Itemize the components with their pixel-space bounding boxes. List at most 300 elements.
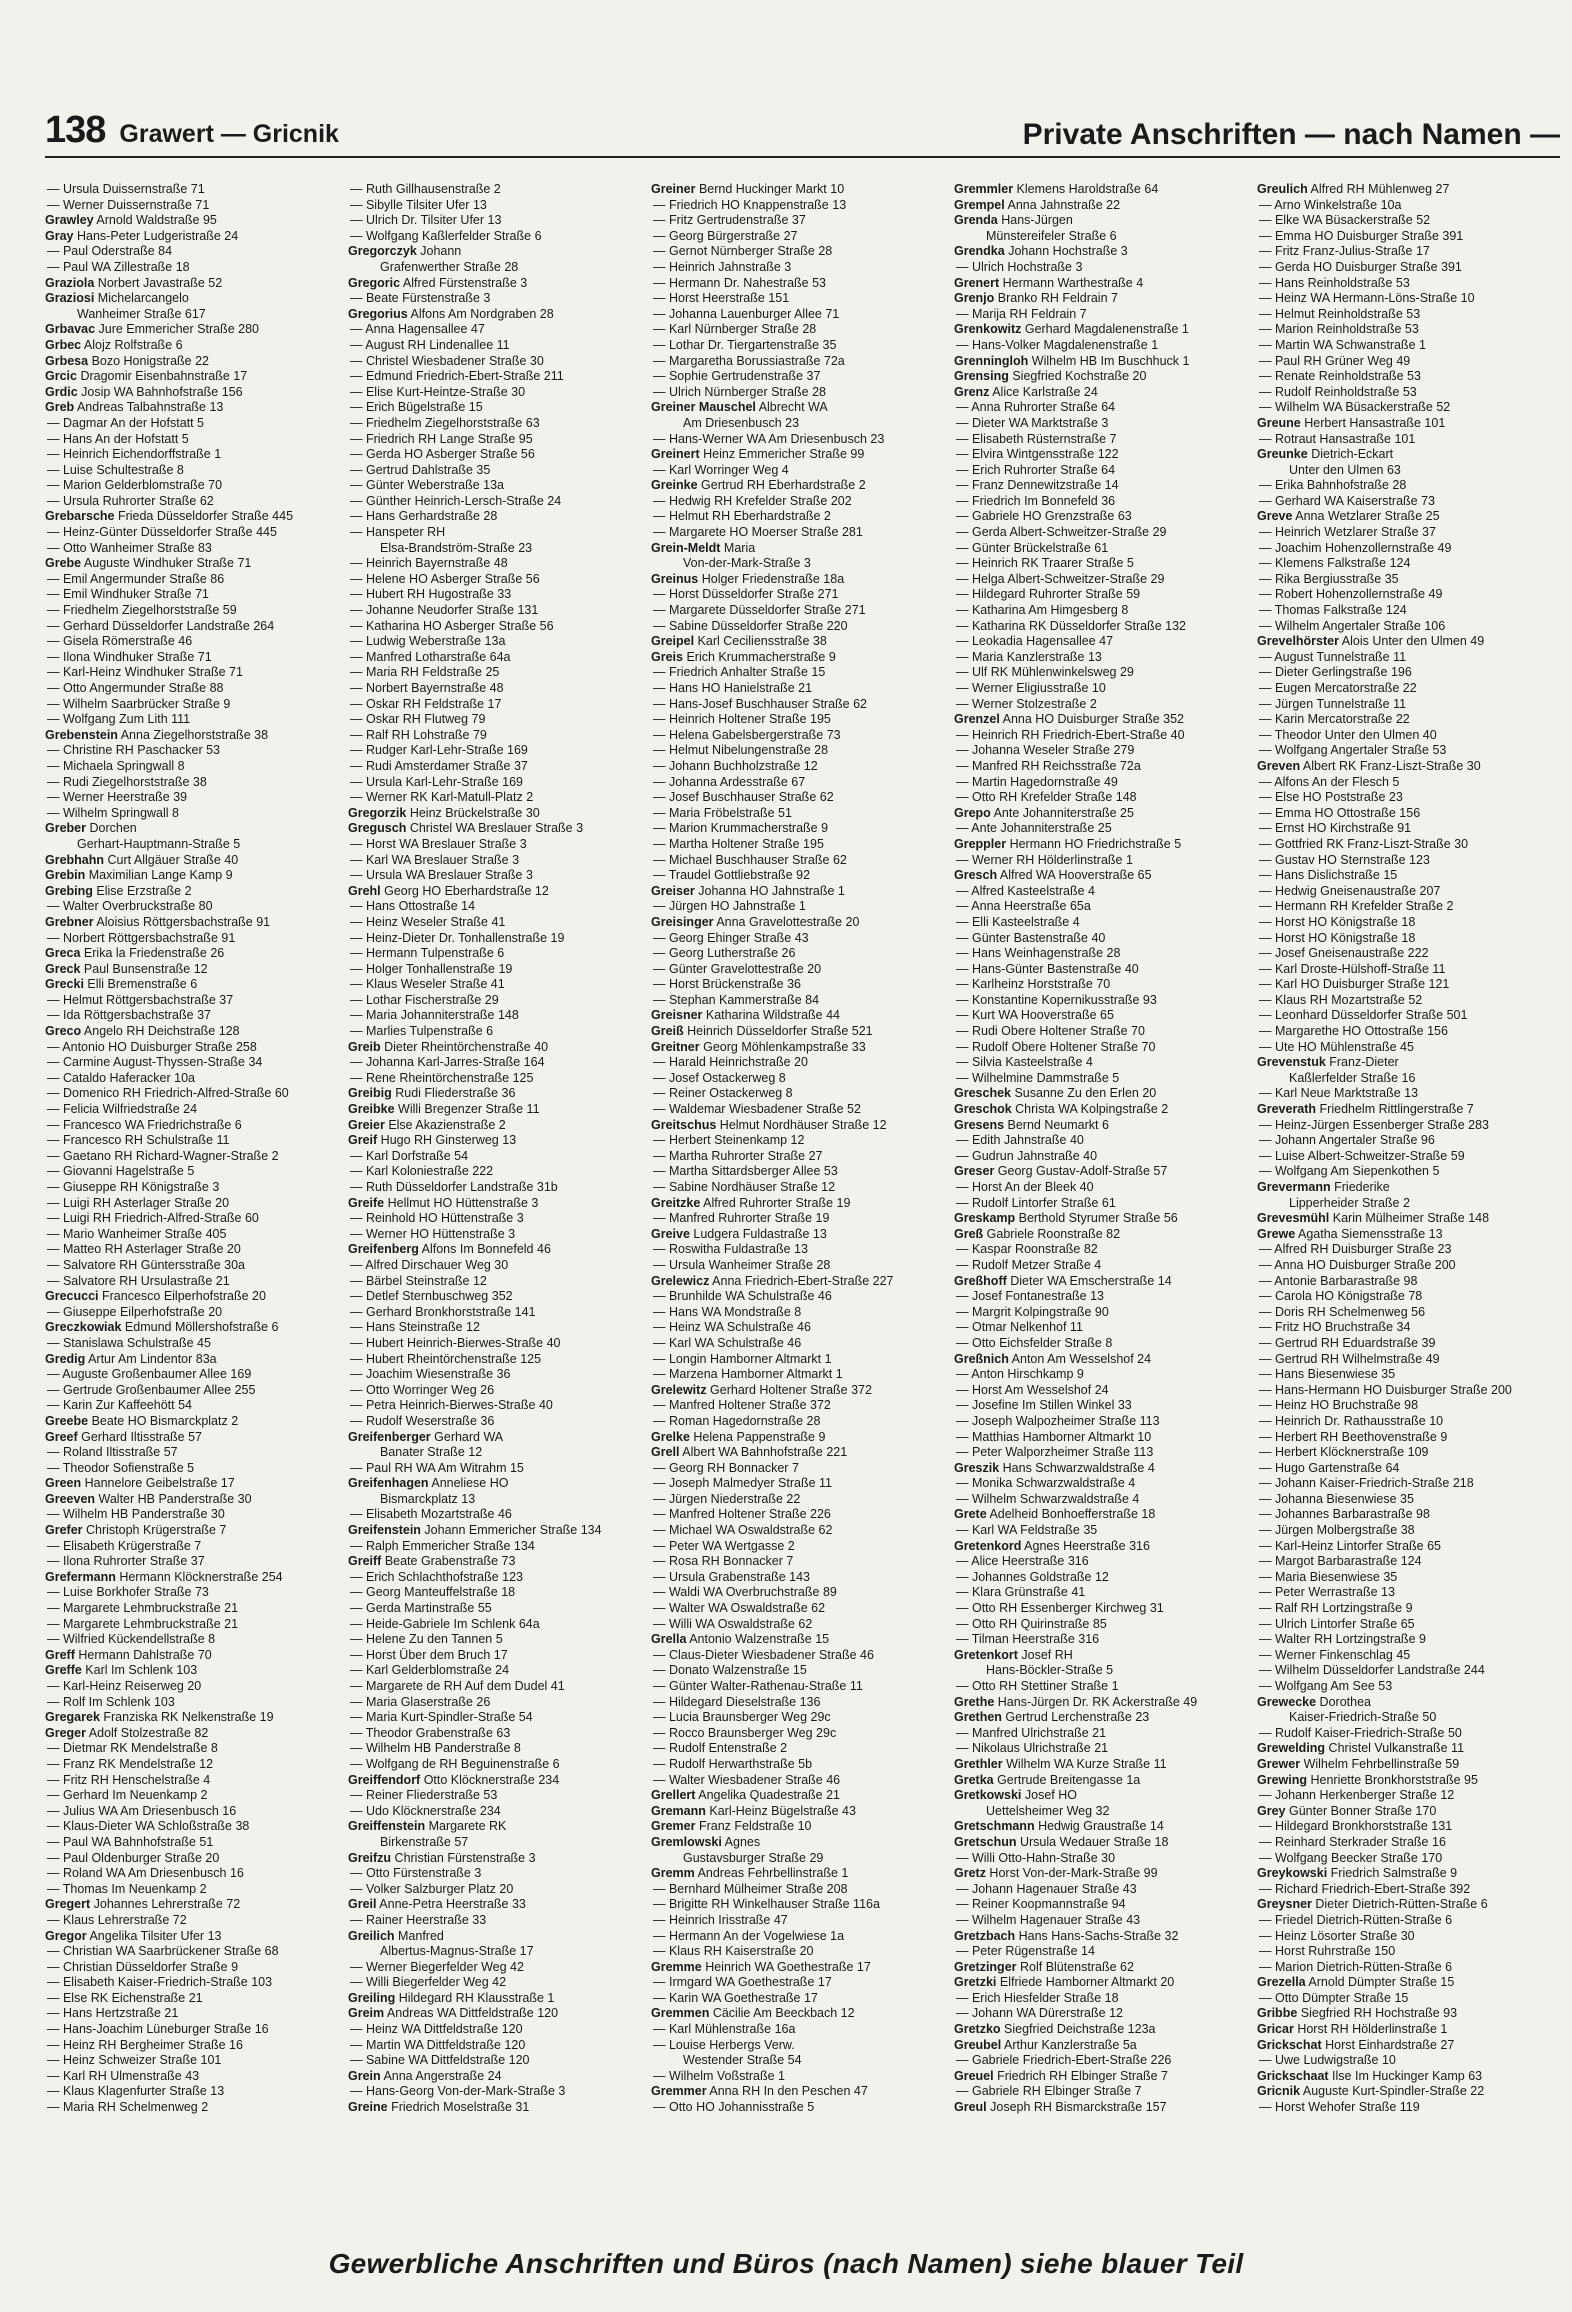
sub-entry: — Johann Buchholzstraße 12 xyxy=(653,758,818,773)
entry-address: Curt Allgäuer Straße 40 xyxy=(104,852,239,867)
sub-entry: — Ludwig Weberstraße 13a xyxy=(350,634,506,649)
entry-address: Francesco Eilperhofstraße 20 xyxy=(98,1289,266,1304)
sub-entry: — Heinz-Jürgen Essenberger Straße 283 xyxy=(1259,1117,1489,1132)
sub-entry: — Karl WA Schulstraße 46 xyxy=(653,1335,802,1350)
surname: Grensing xyxy=(954,369,1009,384)
sub-entry: — Petra Heinrich-Bierwes-Straße 40 xyxy=(350,1398,553,1413)
entry-address: Berthold Styrumer Straße 56 xyxy=(1015,1211,1178,1226)
surname-entry xyxy=(45,728,342,744)
surname: Greifenberger xyxy=(348,1429,431,1444)
sub-entry: — Margrit Kolpingstraße 90 xyxy=(956,1304,1109,1319)
surname-entry xyxy=(954,354,1251,370)
surname-entry xyxy=(954,868,1251,884)
sub-entry: — Johann WA Dürerstraße 12 xyxy=(956,2006,1123,2021)
sub-entry: — Gisela Römerstraße 46 xyxy=(47,634,193,649)
sub-entry: — Jürgen HO Jahnstraße 1 xyxy=(653,899,806,914)
entry-address: Albrecht WA xyxy=(755,400,828,415)
surname: Greinert xyxy=(651,447,700,462)
surname: Grella xyxy=(651,1632,687,1647)
entry-address: Alfred WA Hooverstraße 65 xyxy=(997,868,1152,883)
surname: Greil xyxy=(348,1897,377,1912)
sub-entry: — Georg Ehinger Straße 43 xyxy=(653,930,809,945)
surname-entry xyxy=(954,2069,1251,2085)
surname: Graziosi xyxy=(45,291,95,306)
surname-entry xyxy=(1257,1227,1554,1243)
sub-entry: — Margarete Lehmbruckstraße 21 xyxy=(47,1601,239,1616)
entry-address: Maximilian Lange Kamp 9 xyxy=(85,868,233,883)
sub-entry: — Ralf RH Lohstraße 79 xyxy=(350,727,487,742)
sub-entry: — Martin WA Dittfeldstraße 120 xyxy=(350,2037,526,2052)
sub-entry: — Horst An der Bleek 40 xyxy=(956,1180,1094,1194)
sub-entry: — Ursula Ruhrorter Straße 62 xyxy=(47,493,214,508)
sub-entry: — Rene Rheintörchenstraße 125 xyxy=(350,1070,534,1085)
surname: Greffe xyxy=(45,1663,82,1678)
sub-entry: — Wilhelm HB Panderstraße 30 xyxy=(47,1507,225,1522)
sub-entry: — Marion Krummacherstraße 9 xyxy=(653,821,829,836)
surname-entry xyxy=(45,1492,342,1508)
surname: Grethe xyxy=(954,1694,995,1709)
sub-entry: — Rudolf Reinholdstraße 53 xyxy=(1259,384,1417,399)
sub-entry: — Johanne Neudorfer Straße 131 xyxy=(350,603,539,618)
sub-entry: — Karl-Heinz Lintorfer Straße 65 xyxy=(1259,1538,1442,1553)
surname-entry xyxy=(45,1663,342,1679)
sub-entry: — Gabriele RH Elbinger Straße 7 xyxy=(956,2084,1142,2099)
surname-entry xyxy=(45,1352,342,1368)
surname-entry xyxy=(651,650,948,666)
surname: Greier xyxy=(348,1117,385,1132)
entry-address: Franziska RK Nelkenstraße 19 xyxy=(99,1710,274,1725)
entry-address: Auguste Windhuker Straße 71 xyxy=(81,556,252,571)
entry-address: Dorothea xyxy=(1316,1694,1371,1709)
sub-entry: — Karl RH Ulmenstraße 43 xyxy=(47,2068,200,2083)
sub-entry: — Elisabeth Mozartstraße 46 xyxy=(350,1507,512,1522)
sub-entry: — Christine RH Paschacker 53 xyxy=(47,743,220,758)
sub-entry: — Heinz Weseler Straße 41 xyxy=(350,914,506,929)
sub-entry: — Heinz-Dieter Dr. Tonhallenstraße 19 xyxy=(350,930,565,945)
surname: Gretz xyxy=(954,1866,986,1881)
surname: Greve xyxy=(1257,509,1293,524)
sub-entry: — Elke WA Büsackerstraße 52 xyxy=(1259,213,1431,228)
surname: Greul xyxy=(954,2100,987,2115)
surname: Greßhoff xyxy=(954,1273,1007,1288)
entry-address: Christel WA Breslauer Straße 3 xyxy=(406,821,584,836)
surname: Grenda xyxy=(954,213,998,228)
sub-entry: — Ute HO Mühlenstraße 45 xyxy=(1259,1039,1414,1054)
surname: Grcic xyxy=(45,369,77,384)
surname-entry xyxy=(1257,1804,1554,1820)
name-range: Grawert — Gricnik xyxy=(119,120,339,148)
column-3 xyxy=(651,182,954,2172)
sub-entry: — Horst Düsseldorfer Straße 271 xyxy=(653,587,839,602)
sub-entry: — Waldi WA Overbruchstraße 89 xyxy=(653,1585,837,1600)
sub-entry: — Heinrich Eichendorffstraße 1 xyxy=(47,447,222,462)
sub-entry: — Gernot Nürnberger Straße 28 xyxy=(653,244,833,259)
sub-entry: — Gaetano RH Richard-Wagner-Straße 2 xyxy=(47,1148,279,1163)
entry-address: Johannes Lehrerstraße 72 xyxy=(90,1897,241,1912)
sub-entry: — Wilhelm Düsseldorfer Landstraße 244 xyxy=(1259,1663,1485,1678)
surname: Greger xyxy=(45,1725,86,1740)
sub-entry: — Ruth Düsseldorfer Landstraße 31b xyxy=(350,1180,558,1194)
surname: Gretzko xyxy=(954,2022,1001,2037)
sub-entry: — Horst Brückenstraße 36 xyxy=(653,977,801,992)
entry-address: Willi Bregenzer Straße 11 xyxy=(394,1102,540,1117)
surname: Grelke xyxy=(651,1429,690,1444)
section-title: Private Anschriften — nach Namen — xyxy=(1022,118,1560,151)
sub-entry: — Wilhelm WA Büsackerstraße 52 xyxy=(1259,400,1451,415)
sub-entry: — Ursula Grabenstraße 143 xyxy=(653,1569,811,1584)
sub-entry: — Helmut Röttgersbachstraße 37 xyxy=(47,992,234,1007)
sub-entry: — Johannes Barbarastraße 98 xyxy=(1259,1507,1430,1522)
entry-address: Karl-Heinz Bügelstraße 43 xyxy=(705,1803,856,1818)
sub-entry: — Monika Schwarzwaldstraße 4 xyxy=(956,1476,1136,1491)
sub-entry: — Klaus RH Kaiserstraße 20 xyxy=(653,1944,814,1959)
sub-entry: — Gerhard WA Kaiserstraße 73 xyxy=(1259,493,1435,508)
sub-entry: — Emma HO Ottostraße 156 xyxy=(1259,805,1421,820)
sub-entry: — Georg Bürgerstraße 27 xyxy=(653,228,798,243)
entry-address: Alois Unter den Ulmen 49 xyxy=(1338,634,1485,649)
entry-address: Jure Emmericher Straße 280 xyxy=(95,322,259,337)
sub-entry: — Friedrich Im Bonnefeld 36 xyxy=(956,493,1116,508)
sub-entry: — Bärbel Steinstraße 12 xyxy=(350,1273,487,1288)
sub-entry: — Theodor Unter den Ulmen 40 xyxy=(1259,727,1437,742)
sub-entry: — Emil Angermunder Straße 86 xyxy=(47,571,225,586)
surname-entry xyxy=(1257,1695,1554,1711)
directory-columns xyxy=(45,182,1560,2172)
sub-entry: — Klaus Lehrerstraße 72 xyxy=(47,1912,187,1927)
surname-entry xyxy=(348,1196,645,1212)
sub-entry: — Maria Kurt-Spindler-Straße 54 xyxy=(350,1710,533,1725)
sub-entry: — Elisabeth Krügerstraße 7 xyxy=(47,1538,202,1553)
sub-entry: — Josefine Im Stillen Winkel 33 xyxy=(956,1398,1132,1413)
surname-entry xyxy=(45,291,342,307)
entry-address: Frieda Düsseldorfer Straße 445 xyxy=(114,509,294,524)
column-2 xyxy=(348,182,651,2172)
surname: Gregarek xyxy=(45,1710,100,1725)
sub-entry: — Klaus RH Mozartstraße 52 xyxy=(1259,992,1423,1007)
sub-entry: — Karl Worringer Weg 4 xyxy=(653,462,789,477)
sub-entry: — Heinz HO Bruchstraße 98 xyxy=(1259,1398,1419,1413)
sub-entry: — Antonio HO Duisburger Straße 258 xyxy=(47,1039,257,1054)
sub-entry: — Margarethe HO Ottostraße 156 xyxy=(1259,1024,1448,1039)
entry-address: Friederike xyxy=(1330,1180,1390,1194)
surname-entry xyxy=(651,1632,948,1648)
sub-entry: — Domenico RH Friedrich-Alfred-Straße 60 xyxy=(47,1086,289,1101)
surname: Green xyxy=(45,1476,82,1491)
surname-entry xyxy=(45,853,342,869)
sub-entry: — Horst Am Wesselshof 24 xyxy=(956,1382,1109,1397)
surname-entry xyxy=(954,1835,1251,1851)
entry-address: Johann xyxy=(416,244,462,259)
sub-entry: — Alfred Dirschauer Weg 30 xyxy=(350,1257,509,1272)
entry-address: Dieter Dietrich-Rütten-Straße 6 xyxy=(1311,1897,1488,1912)
sub-entry: — Ruth Gillhausenstraße 2 xyxy=(350,182,501,196)
entry-address: Adolf Stolzestraße 82 xyxy=(86,1725,209,1740)
sub-entry: — Georg Lutherstraße 26 xyxy=(653,946,796,961)
sub-entry: — Hans Ottostraße 14 xyxy=(350,899,476,914)
surname-entry xyxy=(651,1118,948,1134)
sub-entry: — Margarete Düsseldorfer Straße 271 xyxy=(653,603,866,618)
sub-entry: — Heinz Schweizer Straße 101 xyxy=(47,2053,222,2068)
sub-entry: — Wolfgang de RH Beguinenstraße 6 xyxy=(350,1756,560,1771)
entry-address: Agatha Siemensstraße 13 xyxy=(1295,1226,1443,1241)
surname: Greinus xyxy=(651,571,699,586)
surname-entry xyxy=(45,556,342,572)
surname-entry xyxy=(348,1430,645,1446)
surname-entry xyxy=(1257,1773,1554,1789)
sub-entry: — Günter Gravelottestraße 20 xyxy=(653,961,822,976)
sub-entry: — Ursula Duissernstraße 71 xyxy=(47,182,205,196)
sub-entry: — Otto Angermunder Straße 88 xyxy=(47,681,224,695)
surname-entry xyxy=(1257,447,1554,463)
sub-entry: — August RH Lindenallee 11 xyxy=(350,337,510,352)
page-header xyxy=(45,108,1560,158)
sub-entry: — Matteo RH Asterlager Straße 20 xyxy=(47,1242,241,1257)
sub-entry: — Luise Borkhofer Straße 73 xyxy=(47,1585,209,1600)
sub-entry: — Martin WA Schwanstraße 1 xyxy=(1259,337,1426,352)
entry-address: Adelheid Bonhoefferstraße 18 xyxy=(986,1507,1156,1522)
continuation-line: Banater Straße 12 xyxy=(380,1445,483,1460)
surname: Greisinger xyxy=(651,914,714,929)
entry-address: Karin Mülheimer Straße 148 xyxy=(1329,1211,1490,1226)
surname: Grefermann xyxy=(45,1569,116,1584)
sub-entry: — Nikolaus Ulrichstraße 21 xyxy=(956,1741,1109,1756)
sub-entry: — Ulrich Dr. Tilsiter Ufer 13 xyxy=(350,213,502,228)
sub-entry: — Salvatore RH Ursulastraße 21 xyxy=(47,1273,230,1288)
surname: Gremer xyxy=(651,1819,696,1834)
sub-entry: — Horst Wehofer Straße 119 xyxy=(1259,2100,1420,2115)
continuation-line: Von-der-Mark-Straße 3 xyxy=(683,556,811,571)
sub-entry: — Francesco WA Friedrichstraße 6 xyxy=(47,1117,242,1132)
column-4 xyxy=(954,182,1257,2172)
surname: Grefer xyxy=(45,1523,83,1538)
surname-entry xyxy=(651,1819,948,1835)
sub-entry: — Stephan Kammerstraße 84 xyxy=(653,992,820,1007)
sub-entry: — Luigi RH Asterlager Straße 20 xyxy=(47,1195,230,1210)
sub-entry: — Karl Droste-Hülshoff-Straße 11 xyxy=(1259,961,1446,976)
sub-entry: — Hans-Georg Von-der-Mark-Straße 3 xyxy=(350,2084,566,2099)
entry-address: Anna Gravelottestraße 20 xyxy=(713,914,860,929)
surname: Grickschaat xyxy=(1257,2068,1329,2083)
entry-address: Johann Hochstraße 3 xyxy=(1004,244,1128,259)
entry-address: Rudi Fliederstraße 36 xyxy=(391,1086,516,1101)
entry-address: Siegfried Kochstraße 20 xyxy=(1008,369,1147,384)
surname-entry xyxy=(45,1648,342,1664)
surname: Greisner xyxy=(651,1008,703,1023)
surname: Gresch xyxy=(954,868,998,883)
sub-entry: — Cataldo Haferacker 10a xyxy=(47,1070,195,1085)
surname: Greiffenstein xyxy=(348,1819,426,1834)
entry-address: Franz Feldstraße 10 xyxy=(695,1819,812,1834)
sub-entry: — Johanna Karl-Jarres-Straße 164 xyxy=(350,1055,545,1070)
sub-entry: — Horst Über dem Bruch 17 xyxy=(350,1647,508,1662)
sub-entry: — Reinhold HO Hüttenstraße 3 xyxy=(350,1211,524,1226)
entry-address: Anna Ziegelhorststraße 38 xyxy=(117,727,269,742)
sub-entry: — Sophie Gertrudenstraße 37 xyxy=(653,369,821,384)
surname-entry xyxy=(348,1851,645,1867)
sub-entry: — Reiner Koopmannstraße 94 xyxy=(956,1897,1126,1912)
surname: Grenert xyxy=(954,275,1000,290)
sub-entry: — Sabine WA Dittfeldstraße 120 xyxy=(350,2053,530,2068)
sub-entry: — Otto RH Quirinstraße 85 xyxy=(956,1616,1107,1631)
sub-entry: — Fritz Franz-Julius-Straße 17 xyxy=(1259,244,1430,259)
sub-entry: — Karl Dorfstraße 54 xyxy=(350,1148,469,1163)
surname-entry xyxy=(651,1960,948,1976)
surname-entry xyxy=(1257,1741,1554,1757)
entry-address: Hans-Jürgen Dr. RK Ackerstraße 49 xyxy=(994,1694,1198,1709)
continuation-line: Kaiser-Friedrich-Straße 50 xyxy=(1289,1710,1437,1725)
surname: Greß xyxy=(954,1226,984,1241)
surname-entry xyxy=(45,1710,342,1726)
sub-entry: — Hans-Josef Buschhauser Straße 62 xyxy=(653,696,867,711)
entry-address: Hildegard RH Klausstraße 1 xyxy=(395,1990,555,2005)
sub-entry: — Georg Manteuffelstraße 18 xyxy=(350,1585,516,1600)
surname-entry xyxy=(651,1445,948,1461)
surname-entry xyxy=(45,868,342,884)
sub-entry: — Roland WA Am Driesenbusch 16 xyxy=(47,1866,244,1881)
entry-address: Else Akazienstraße 2 xyxy=(384,1117,506,1132)
surname: Gresens xyxy=(954,1117,1005,1132)
sub-entry: — Margarete HO Moerser Straße 281 xyxy=(653,525,863,540)
surname: Greiner Mauschel xyxy=(651,400,756,415)
surname-entry xyxy=(954,1227,1251,1243)
entry-address: Erika la Friedenstraße 26 xyxy=(80,946,225,961)
surname-entry xyxy=(954,1539,1251,1555)
sub-entry: — Johanna Biesenwiese 35 xyxy=(1259,1491,1414,1506)
sub-entry: — Johann Kaiser-Friedrich-Straße 218 xyxy=(1259,1476,1474,1491)
surname-entry xyxy=(348,1476,645,1492)
sub-entry: — Alice Heerstraße 316 xyxy=(956,1554,1089,1569)
sub-entry: — Donato Walzenstraße 15 xyxy=(653,1663,807,1678)
entry-address: Andreas WA Dittfeldstraße 120 xyxy=(384,2006,559,2021)
surname-entry xyxy=(651,572,948,588)
entry-address: Aloisius Röttgersbachstraße 91 xyxy=(93,914,271,929)
surname-entry xyxy=(954,244,1251,260)
sub-entry: — Hanspeter RH xyxy=(350,525,446,540)
sub-entry: — Klara Grünstraße 41 xyxy=(956,1585,1086,1600)
surname: Grebner xyxy=(45,914,94,929)
sub-entry: — Jürgen Tunnelstraße 11 xyxy=(1259,696,1407,711)
surname-entry xyxy=(651,884,948,900)
entry-address: Anne-Petra Heerstraße 33 xyxy=(376,1897,526,1912)
sub-entry: — Willi WA Oswaldstraße 62 xyxy=(653,1616,813,1631)
surname-entry xyxy=(954,712,1251,728)
sub-entry: — Lothar Fischerstraße 29 xyxy=(350,992,499,1007)
surname: Grell xyxy=(651,1445,680,1460)
surname: Greis xyxy=(651,649,683,664)
surname: Greim xyxy=(348,2006,385,2021)
sub-entry: — Karin WA Goethestraße 17 xyxy=(653,1990,818,2005)
sub-entry: — Ursula Karl-Lehr-Straße 169 xyxy=(350,774,523,789)
entry-address: Katharina Wildstraße 44 xyxy=(702,1008,840,1023)
sub-entry: — Lothar Dr. Tiergartenstraße 35 xyxy=(653,337,837,352)
sub-entry: — Rolf Im Schlenk 103 xyxy=(47,1694,175,1709)
sub-entry: — Friedrich HO Knappenstraße 13 xyxy=(653,197,847,212)
sub-entry: — Hans-Hermann HO Duisburger Straße 200 xyxy=(1259,1382,1512,1397)
surname-entry xyxy=(1257,1975,1554,1991)
sub-entry: — Otto RH Stettiner Straße 1 xyxy=(956,1679,1119,1693)
sub-entry: — Werner Duissernstraße 71 xyxy=(47,197,210,212)
sub-entry: — Heinz WA Dittfeldstraße 120 xyxy=(350,2022,523,2037)
sub-entry: — Erich Ruhrorter Straße 64 xyxy=(956,462,1116,477)
sub-entry: — Ida Röttgersbachstraße 37 xyxy=(47,1008,211,1023)
sub-entry: — Karl Neue Marktstraße 13 xyxy=(1259,1086,1419,1101)
surname-entry xyxy=(348,1929,645,1945)
sub-entry: — Edith Jahnstraße 40 xyxy=(956,1133,1084,1148)
surname-entry xyxy=(348,1773,645,1789)
continuation-line: Uettelsheimer Weg 32 xyxy=(986,1803,1110,1818)
entry-address: Siegfried Deichstraße 123a xyxy=(1000,2022,1156,2037)
sub-entry: — Oskar RH Feldstraße 17 xyxy=(350,696,502,711)
surname-entry xyxy=(1257,1897,1554,1913)
sub-entry: — Ralf RH Lortzingstraße 9 xyxy=(1259,1601,1413,1616)
surname-entry xyxy=(45,385,342,401)
entry-address: Ludgera Fuldastraße 13 xyxy=(689,1226,827,1241)
entry-address: Anton Am Wesselshof 24 xyxy=(1008,1351,1152,1366)
surname-entry xyxy=(348,1040,645,1056)
surname-entry xyxy=(954,1164,1251,1180)
sub-entry: — Udo Klöcknerstraße 234 xyxy=(350,1803,501,1818)
entry-address: Hellmut HO Hüttenstraße 3 xyxy=(384,1195,539,1210)
surname-entry xyxy=(954,385,1251,401)
sub-entry: — Maria Kanzlerstraße 13 xyxy=(956,649,1102,664)
entry-address: Friedrich RH Elbinger Straße 7 xyxy=(993,2068,1168,2083)
entry-address: Anna HO Duisburger Straße 352 xyxy=(999,712,1184,727)
sub-entry: — Paul RH Grüner Weg 49 xyxy=(1259,353,1411,368)
sub-entry: — Joachim Wiesenstraße 36 xyxy=(350,1367,511,1382)
page-number: 138 xyxy=(45,109,106,151)
surname: Grebin xyxy=(45,868,86,883)
sub-entry: — Otmar Nelkenhof 11 xyxy=(956,1320,1083,1335)
surname-entry xyxy=(651,1804,948,1820)
sub-entry: — Gerhard Im Neuenkamp 2 xyxy=(47,1788,208,1803)
surname-entry xyxy=(45,229,342,245)
sub-entry: — Paul Oderstraße 84 xyxy=(47,244,173,259)
entry-address: Karl Im Schlenk 103 xyxy=(81,1663,198,1678)
entry-address: Klemens Haroldstraße 64 xyxy=(1013,182,1159,196)
sub-entry: — Helene Zu den Tannen 5 xyxy=(350,1632,503,1647)
entry-address: Andreas Fehrbellinstraße 1 xyxy=(694,1866,849,1881)
surname-entry xyxy=(348,2069,645,2085)
surname: Grey xyxy=(1257,1803,1286,1818)
surname: Greifenstein xyxy=(348,1523,421,1538)
surname: Gremmen xyxy=(651,2006,710,2021)
sub-entry: — Brunhilde WA Schulstraße 46 xyxy=(653,1289,832,1304)
sub-entry: — Friedhelm Ziegelhorststraße 63 xyxy=(350,415,540,430)
surname-entry xyxy=(954,198,1251,214)
entry-address: Christa WA Kolpingstraße 2 xyxy=(1011,1102,1169,1117)
sub-entry: — Hedwig RH Krefelder Straße 202 xyxy=(653,493,852,508)
sub-entry: — Hermann Tulpenstraße 6 xyxy=(350,946,505,961)
sub-entry: — Alfons An der Flesch 5 xyxy=(1259,774,1400,789)
sub-entry: — Hubert Heinrich-Bierwes-Straße 40 xyxy=(350,1335,561,1350)
sub-entry: — Hans-Volker Magdalenenstraße 1 xyxy=(956,337,1159,352)
entry-address: Christel Vulkanstraße 11 xyxy=(1325,1741,1465,1756)
sub-entry: — Reiner Ostackerweg 8 xyxy=(653,1086,793,1101)
sub-entry: — Maria Fröbelstraße 51 xyxy=(653,805,792,820)
sub-entry: — Otto Wanheimer Straße 83 xyxy=(47,540,212,555)
entry-address: Josef RH xyxy=(1017,1647,1073,1662)
sub-entry: — Marion Gelderblomstraße 70 xyxy=(47,478,223,493)
surname: Greune xyxy=(1257,415,1301,430)
surname: Grehl xyxy=(348,883,381,898)
sub-entry: — Marzena Hamborner Altmarkt 1 xyxy=(653,1367,843,1382)
entry-address: Johanna HO Jahnstraße 1 xyxy=(694,883,845,898)
entry-address: Wilhelm WA Kurze Straße 11 xyxy=(1002,1756,1167,1771)
surname-entry xyxy=(651,1008,948,1024)
sub-entry: — Paul WA Zillestraße 18 xyxy=(47,259,190,274)
surname: Greff xyxy=(45,1647,75,1662)
surname: Greiß xyxy=(651,1024,684,1039)
